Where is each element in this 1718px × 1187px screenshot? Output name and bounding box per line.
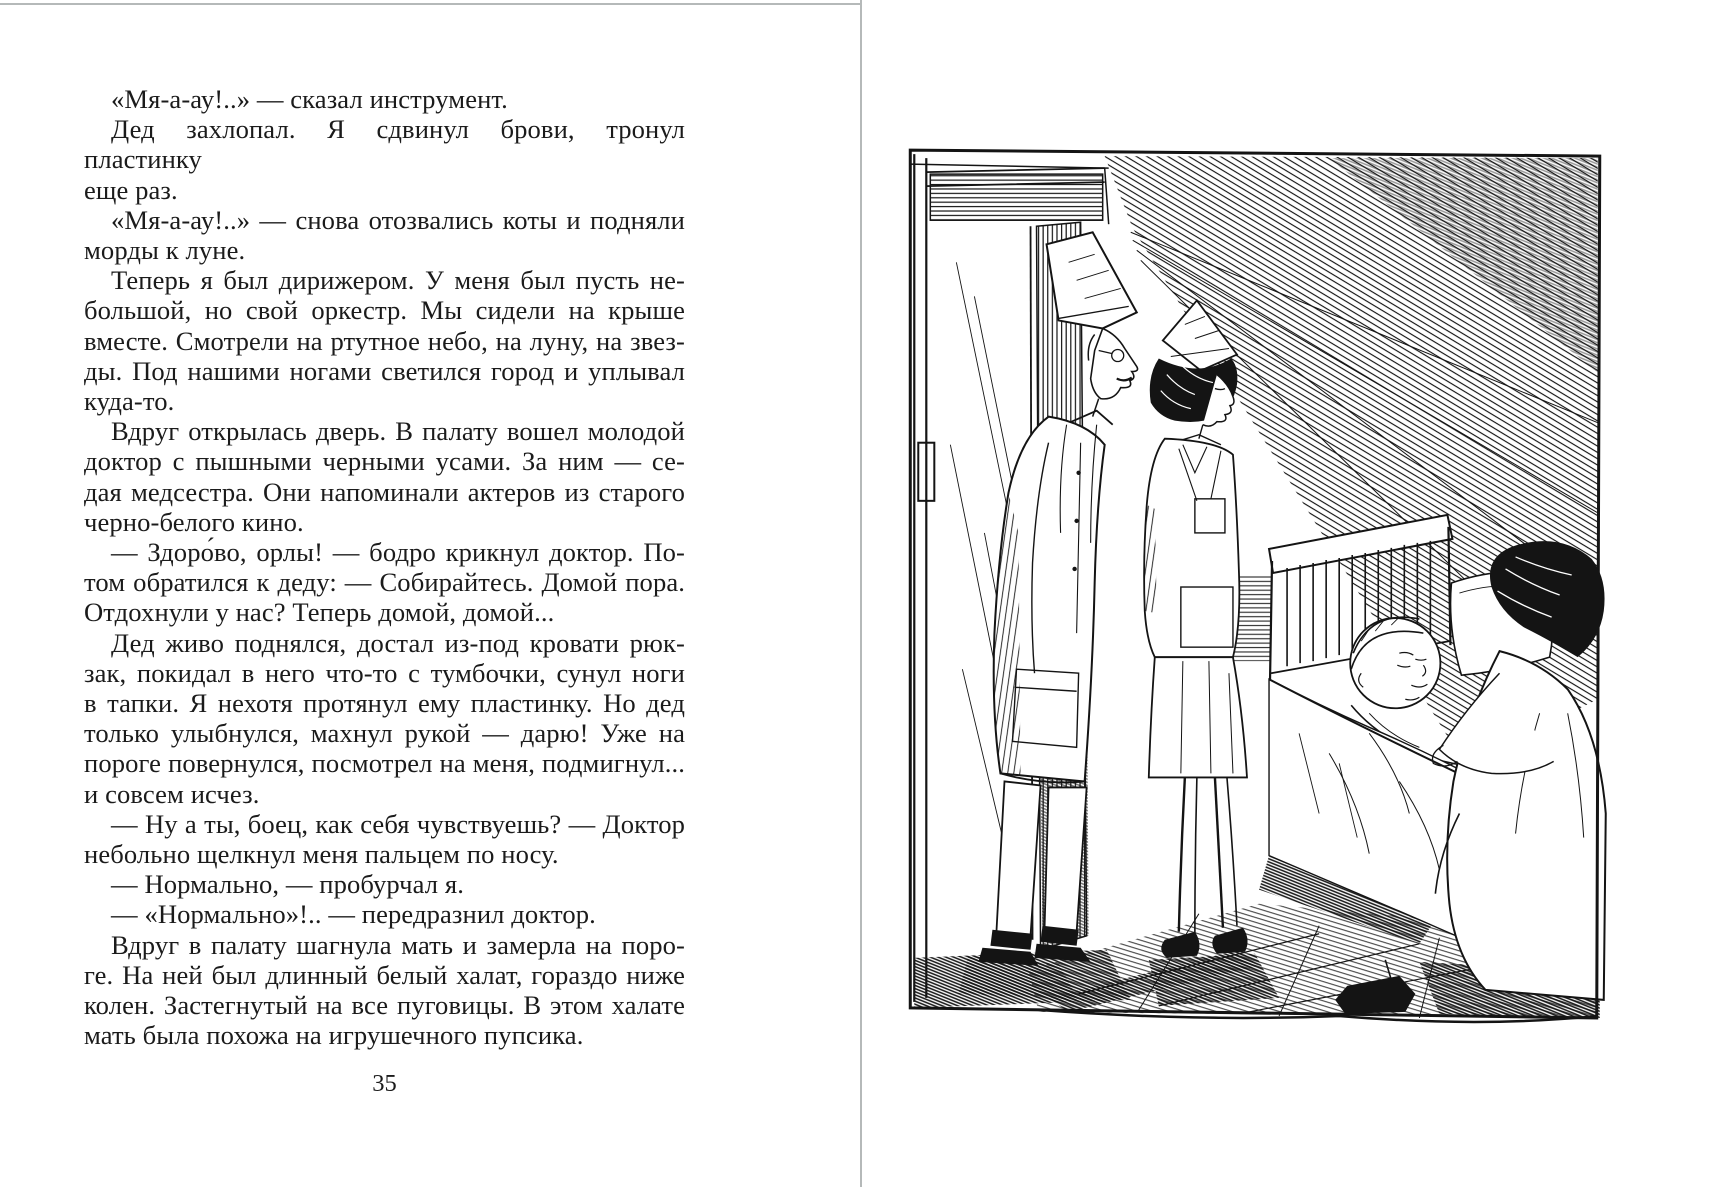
text-line: ге. На ней был длинный белый халат, гораздо ниже: [84, 959, 685, 990]
text-line: доктор с пышными черными усами. За ним — се-: [84, 446, 685, 477]
book-illustration: [898, 112, 1608, 1044]
paragraph: [84, 537, 685, 628]
text-line: ды. Под нашими ногами светился город и уплывал: [84, 355, 685, 386]
text-line: — «Нормально»!.. — передразнил доктор.: [111, 899, 596, 930]
text-line: только улыбнулся, махнул рукой — дарю! Уже на: [84, 718, 685, 749]
page-divider: [860, 0, 862, 1187]
paragraph: [84, 84, 685, 114]
nurse-figure: [1144, 300, 1247, 957]
text-line: «Мя-а-ау!..» — сказал инструмент.: [111, 84, 508, 114]
text-line: в тапки. Я нехотя протянул ему пластинку. Но дед: [84, 688, 685, 719]
text-line: — Здоро́во, орлы! — бодро крикнул доктор. По-: [111, 537, 685, 568]
paragraph: [84, 869, 685, 899]
paragraph: [84, 265, 685, 416]
text-line: Вдруг в палату шагнула мать и замерла на поро-: [111, 929, 685, 960]
nurse-jacket: [1144, 439, 1239, 657]
text-line: и совсем исчез.: [84, 778, 260, 809]
paragraph: [84, 114, 685, 205]
text-line: колен. Застегнутый на все пуговицы. В этом халате: [84, 990, 685, 1021]
paragraph: [84, 416, 685, 537]
illustration-svg: [898, 112, 1608, 1044]
text-line: Вдруг открылась дверь. В палату вошел молодой: [111, 416, 685, 447]
text-line: вместе. Смотрели на ртутное небо, на луну, на звез-: [84, 325, 685, 356]
paragraph: [84, 930, 685, 1051]
text-line: Дед захлопал. Я сдвинул брови, тронул пластинку: [84, 114, 685, 175]
text-line: Дед живо поднялся, достал из-под кровати рюк-: [111, 627, 685, 658]
text-line: — Ну а ты, боец, как себя чувствуешь? — Доктор: [111, 808, 685, 839]
text-line: куда-то.: [84, 386, 175, 417]
text-line: мать была похожа на игрушечного пупсика.: [84, 1020, 584, 1051]
text-line: — Нормально, — пробурчал я.: [111, 869, 464, 900]
text-line: еще раз.: [84, 174, 178, 205]
text-line: зак, покидал в него что-то с тумбочки, сунул ноги: [84, 657, 685, 688]
text-line: Отдохнули у нас? Теперь домой, домой...: [84, 597, 555, 628]
page-number: 35: [372, 1070, 397, 1097]
text-line: морды к луне.: [84, 235, 246, 266]
text-line: черно-белого кино.: [84, 506, 304, 537]
text-line: «Мя-а-ау!..» — снова отозвались коты и подняли: [111, 204, 685, 235]
text-block: [84, 84, 685, 1051]
text-line: большой, но свой оркестр. Мы сидели на крыше: [84, 295, 685, 326]
paragraph: [84, 205, 685, 265]
paragraph: [84, 899, 685, 929]
page-top-edge: [0, 3, 861, 5]
paragraph: [84, 809, 685, 869]
text-line: пороге повернулся, посмотрел на меня, подмигнул...: [84, 748, 685, 779]
text-line: дая медсестра. Они напоминали актеров из старого: [84, 476, 685, 507]
text-line: том обратился к деду: — Собирайтесь. Домой пора.: [84, 567, 685, 598]
text-line: Теперь я был дирижером. У меня был пусть не-: [111, 265, 685, 296]
paragraph: [84, 628, 685, 809]
text-line: небольно щелкнул меня пальцем по носу.: [84, 839, 559, 870]
doctor-cap: [1047, 232, 1137, 328]
